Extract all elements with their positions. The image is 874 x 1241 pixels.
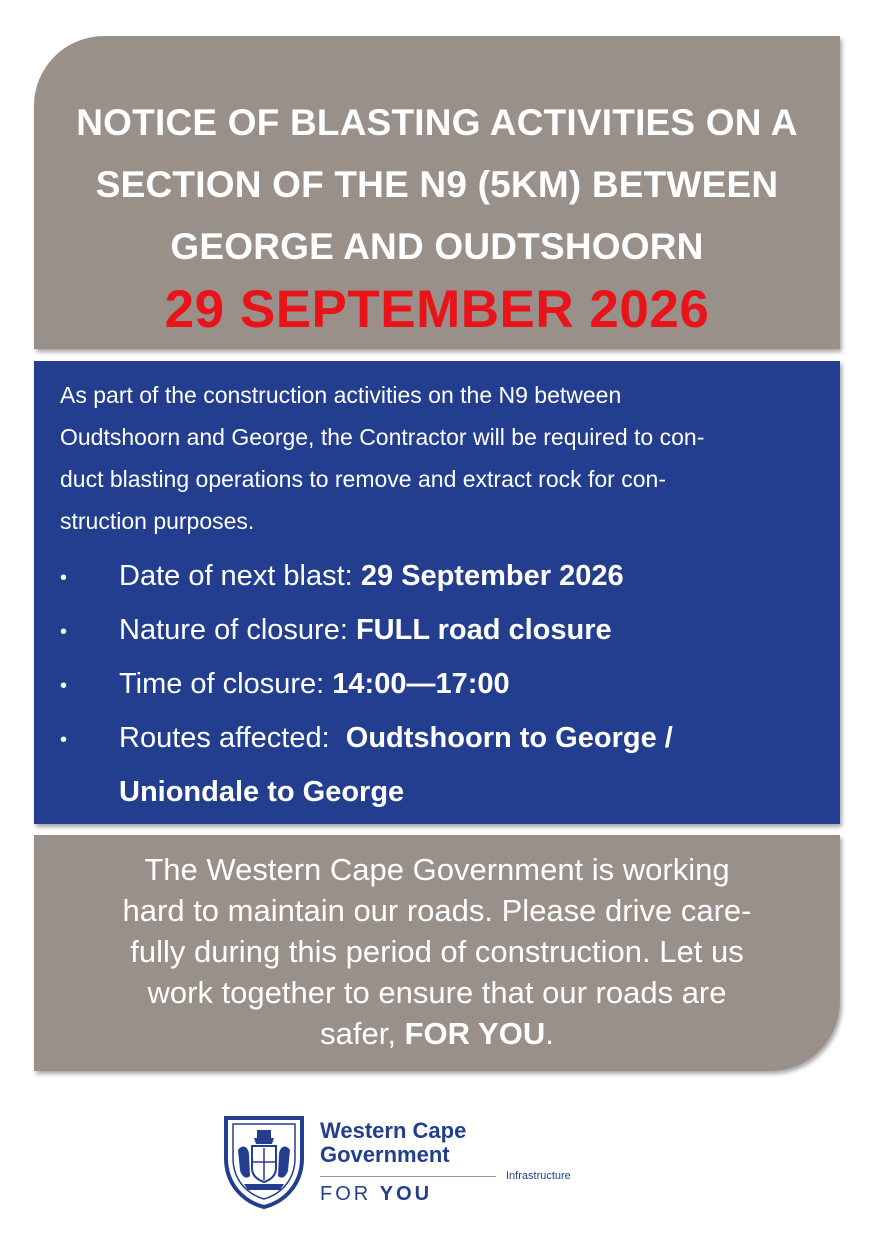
item-value: 29 September 2026 [360,560,624,592]
item-value: 14:00—17:00 [332,668,510,700]
department-name: Infrastructure [506,1170,571,1182]
closing-line: hard to maintain our roads. Please drive care- [122,893,752,928]
intro-paragraph [60,374,816,542]
intro-line: struction purposes. [60,508,255,534]
closing-line: work together to ensure that our roads are [147,975,727,1010]
item-value-continued: Uniondale to George [119,776,405,808]
logo-divider [320,1176,496,1177]
list-item-date [60,549,816,603]
bullet-icon: • [60,729,68,751]
title-line: NOTICE OF BLASTING ACTIVITIES ON A [76,102,798,143]
item-label: Date of next blast: [119,560,361,592]
closing-suffix: . [545,1016,554,1051]
closing-line-last [34,1013,840,1054]
blast-date-headline: 29 SEPTEMBER 2026 [164,280,710,339]
closing-prefix: safer, [320,1016,405,1051]
intro-line: As part of the construction activities on the N9 between [60,382,622,408]
bullet-icon: • [60,567,68,589]
item-label: Time of closure: [119,668,333,700]
item-label: Routes affected: [119,722,346,754]
bullet-icon: • [60,675,68,697]
logo-tagline [320,1183,432,1206]
list-item-routes [60,711,816,819]
closing-message [34,849,840,1054]
org-name-line: Government [320,1142,450,1167]
item-label: Nature of closure: [119,614,356,646]
bullet-icon: • [60,621,68,643]
list-item-closure-type [60,603,816,657]
org-name-line: Western Cape [320,1118,467,1143]
blast-details-panel [34,361,840,824]
wcg-logo [216,1110,596,1210]
closing-message-panel [34,835,840,1071]
item-value: FULL road closure [355,614,612,646]
item-value: Oudtshoorn to George / [345,722,673,754]
tagline-bold: YOU [379,1183,433,1205]
tagline-regular: FOR [320,1183,380,1205]
closure-details-list [60,549,816,819]
notice-title [34,92,840,278]
organization-name [320,1119,466,1167]
closing-line: The Western Cape Government is working [144,852,730,887]
intro-line: Oudtshoorn and George, the Contractor will be required to con- [60,424,705,450]
closing-line: fully during this period of construction. Let us [130,934,744,969]
list-item-time [60,657,816,711]
intro-line: duct blasting operations to remove and extract rock for con- [60,466,666,492]
notice-header [34,36,840,349]
title-line: SECTION OF THE N9 (5KM) BETWEEN [95,164,779,205]
title-line: GEORGE AND OUDTSHOORN [170,226,704,267]
closing-emphasis: FOR YOU [404,1016,546,1051]
coat-of-arms-icon [216,1110,312,1210]
